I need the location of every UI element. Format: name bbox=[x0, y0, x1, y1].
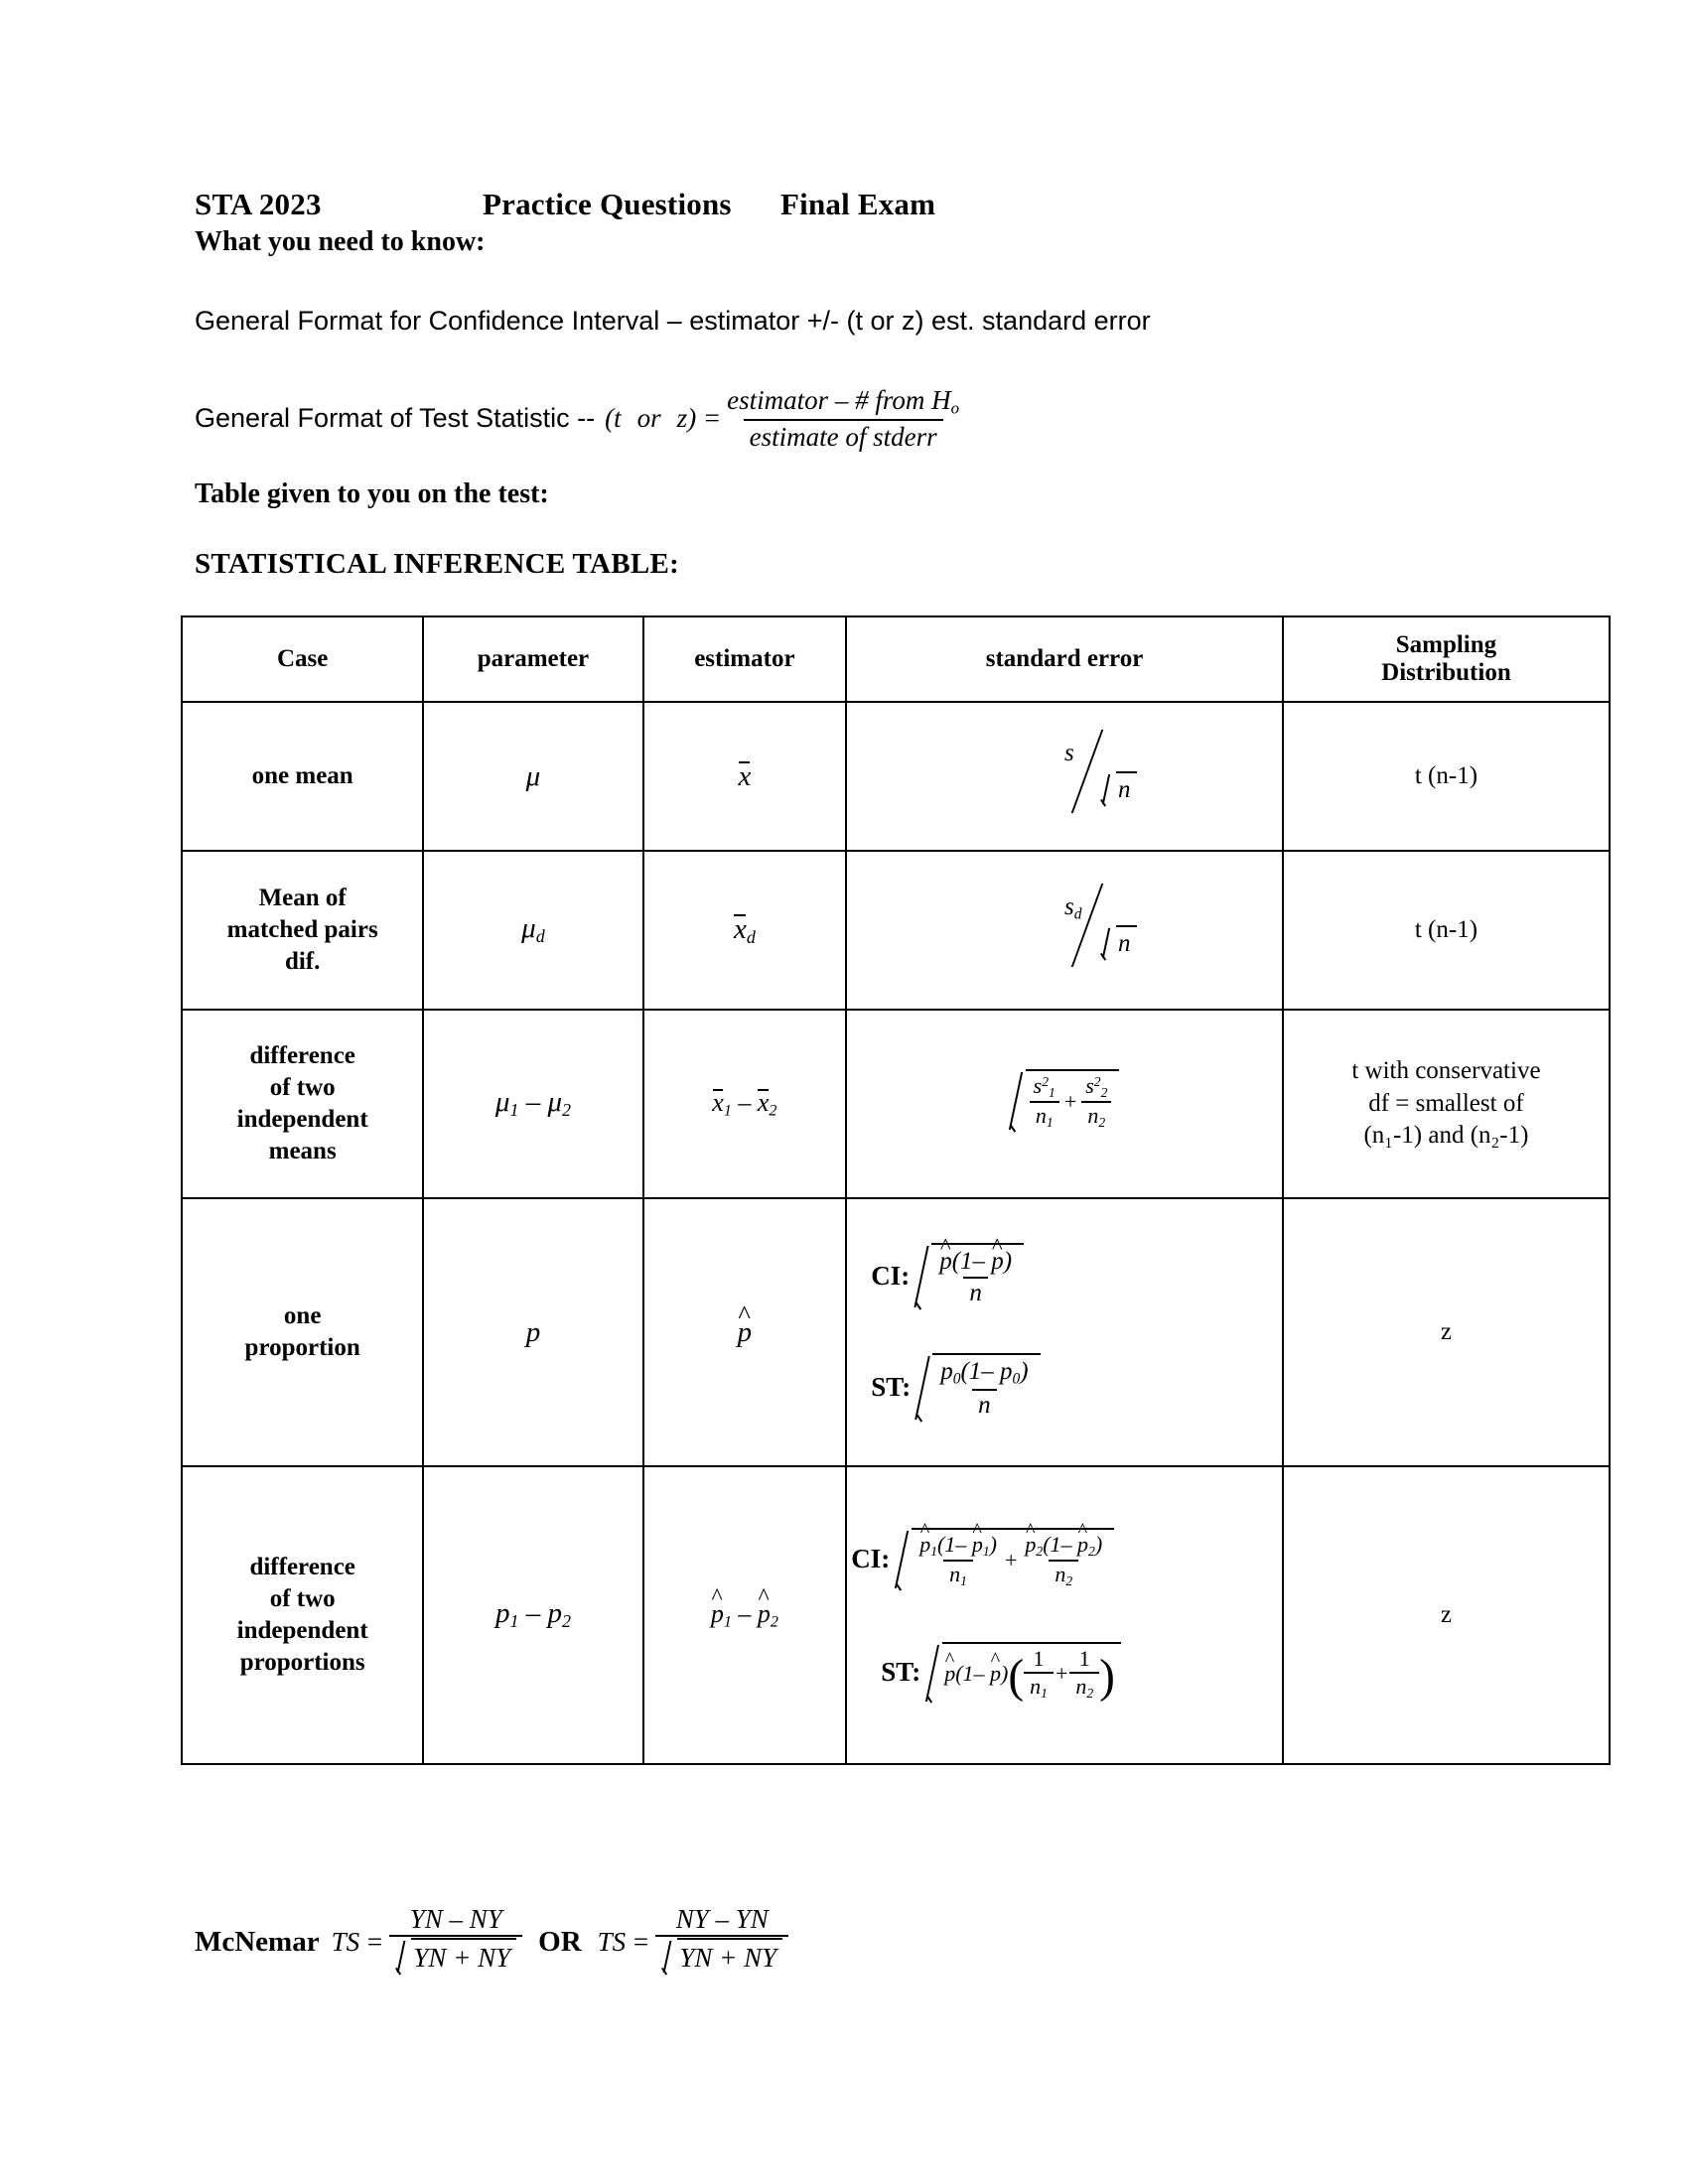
plus-sign: + bbox=[1055, 1661, 1068, 1687]
mu-subscript: d bbox=[535, 926, 545, 947]
case-line: one bbox=[283, 1302, 322, 1329]
row-se-pooled-variance bbox=[846, 1010, 1283, 1198]
table-row bbox=[182, 1466, 1610, 1764]
xbar2-subscript: 2 bbox=[769, 1102, 777, 1120]
row-estimator-phat bbox=[643, 1198, 847, 1466]
mcnemar-numerator-1: YN – NY bbox=[409, 1904, 502, 1934]
variance-term-2 bbox=[1079, 1074, 1113, 1130]
variance-term-1 bbox=[1028, 1074, 1061, 1130]
mcnemar-radicand-2: YN + NY bbox=[679, 1943, 777, 1974]
plus-sign: + bbox=[1063, 1089, 1077, 1114]
statistical-inference-table bbox=[181, 615, 1611, 1765]
column-header-estimator: estimator bbox=[643, 616, 847, 702]
one-numerator-2: 1 bbox=[1078, 1645, 1090, 1671]
mcnemar-or: OR bbox=[538, 1926, 582, 1959]
ts-numerator-subscript: o bbox=[950, 398, 960, 418]
row-estimator-xbar-d bbox=[643, 851, 847, 1010]
radical bbox=[1010, 1069, 1120, 1132]
st-fraction bbox=[934, 1358, 1034, 1420]
table-row bbox=[182, 702, 1610, 851]
s1-symbol: s bbox=[1033, 1072, 1043, 1098]
dist-line: (n₁-1) and (n₂-1) bbox=[1363, 1122, 1529, 1150]
ci-tag: CI: bbox=[851, 1543, 891, 1573]
mcnemar-eq-1: = bbox=[365, 1927, 384, 1958]
dist-line: df = smallest of bbox=[1368, 1089, 1524, 1117]
subtitle: What you need to know: bbox=[195, 226, 486, 257]
row-parameter-p1-minus-p2 bbox=[423, 1466, 642, 1764]
minus-sign: – bbox=[738, 1088, 752, 1118]
sampling-label-line2: Distribution bbox=[1381, 659, 1511, 686]
column-header-parameter: parameter bbox=[423, 616, 642, 702]
one-numerator-1: 1 bbox=[1033, 1645, 1045, 1671]
mcnemar-numerator-2: NY – YN bbox=[675, 1904, 769, 1934]
se-numerator: s bbox=[1064, 739, 1074, 766]
mu2-subscript: 2 bbox=[562, 1100, 571, 1121]
case-line: of two bbox=[269, 1074, 336, 1101]
n1-symbol: n bbox=[1035, 1103, 1047, 1128]
se-denominator bbox=[1100, 925, 1137, 967]
row-distribution-z: z bbox=[1283, 1198, 1610, 1466]
st-formula bbox=[851, 1642, 1121, 1704]
mcnemar-ts-2: TS bbox=[597, 1927, 627, 1958]
row-case-one-mean: one mean bbox=[182, 702, 423, 851]
st-formula bbox=[871, 1353, 1040, 1422]
ci-term-1 bbox=[914, 1533, 1003, 1588]
p2-symbol: p bbox=[547, 1597, 562, 1630]
s-symbol: s bbox=[1064, 892, 1074, 920]
p2-subscript: 2 bbox=[561, 1611, 571, 1632]
phat1-symbol: p bbox=[710, 1598, 724, 1628]
mcnemar-fraction-1 bbox=[389, 1904, 522, 1981]
case-line: proportion bbox=[244, 1334, 360, 1361]
case-line: independent bbox=[236, 1106, 368, 1133]
s2-symbol: s bbox=[1085, 1072, 1094, 1098]
ts-format-lead: General Format of Test Statistic -- bbox=[195, 403, 596, 434]
ci-formula bbox=[851, 1528, 1114, 1590]
row-distribution-z: z bbox=[1283, 1466, 1610, 1764]
row-distribution-t: t (n-1) bbox=[1283, 702, 1610, 851]
mcnemar-eq-2: = bbox=[632, 1927, 650, 1958]
minus-sign: – bbox=[525, 1086, 541, 1119]
se-formula-stack bbox=[851, 1528, 1278, 1704]
s1-squared bbox=[1028, 1074, 1061, 1101]
n2-symbol: n bbox=[1087, 1103, 1099, 1128]
phat-symbol: p bbox=[737, 1315, 753, 1348]
table-row bbox=[182, 1198, 1610, 1466]
radicand: n bbox=[1118, 775, 1131, 803]
n2-term bbox=[1081, 1101, 1111, 1130]
row-distribution-conservative-df bbox=[1283, 1010, 1610, 1198]
xbar2-symbol: x bbox=[757, 1088, 770, 1118]
st-tag: ST: bbox=[871, 1372, 912, 1402]
column-header-case: Case bbox=[182, 616, 423, 702]
page-title bbox=[195, 187, 1436, 222]
ci-denominator-1: $n_1$ bbox=[943, 1560, 973, 1588]
table-row bbox=[182, 851, 1610, 1010]
ci-term-2 bbox=[1019, 1533, 1108, 1588]
ts-or: or bbox=[636, 403, 661, 434]
p1-symbol: p bbox=[494, 1597, 510, 1630]
mu-symbol: μ bbox=[521, 912, 536, 945]
s-subscript: d bbox=[1073, 904, 1082, 922]
ts-numerator bbox=[721, 385, 965, 419]
ci-formula bbox=[871, 1243, 1024, 1309]
ci-denominator-2: $n_2$ bbox=[1049, 1560, 1078, 1588]
mcnemar-radicand-1: YN + NY bbox=[413, 1943, 511, 1974]
mcnemar-denominator-2 bbox=[655, 1935, 788, 1980]
ci-numerator-1: ^ $p_1(1-$ ^ $p_1$) bbox=[914, 1533, 1003, 1560]
row-case-one-proportion bbox=[182, 1198, 423, 1466]
row-estimator-xbar bbox=[643, 702, 847, 851]
ci-tag: CI: bbox=[871, 1261, 911, 1292]
ci-denominator: n bbox=[963, 1277, 988, 1307]
phat1-subscript: 1 bbox=[723, 1613, 732, 1631]
inference-table-heading: STATISTICAL INFERENCE TABLE: bbox=[195, 548, 680, 580]
xbar-symbol: x bbox=[733, 912, 747, 945]
radicand: n bbox=[1118, 929, 1131, 957]
row-estimator-phat1-minus-phat2 bbox=[643, 1466, 847, 1764]
sampling-label-line1: Sampling bbox=[1395, 631, 1497, 658]
st-numerator: $p_0(1-$ $p_0$) bbox=[940, 1358, 1029, 1388]
exam-name: Final Exam bbox=[780, 187, 936, 221]
p1-subscript: 1 bbox=[509, 1611, 519, 1632]
test-statistic-format-line bbox=[195, 385, 965, 453]
s1-exponent: 2 bbox=[1042, 1074, 1049, 1090]
st-term-1 bbox=[1024, 1647, 1054, 1702]
row-case-diff-two-means bbox=[182, 1010, 423, 1198]
doc-type: Practice Questions bbox=[483, 187, 732, 221]
radical: ^ p(1– ^ p) ( $\frac{1}{n_1}$ + $\frac{1}{n_2}$ ) bbox=[926, 1642, 1121, 1704]
case-line: difference bbox=[249, 1554, 355, 1580]
s2-exponent: 2 bbox=[1093, 1074, 1101, 1090]
st-tag: ST: bbox=[881, 1657, 921, 1688]
ci-numerator: ^ p(1– ^ p) bbox=[933, 1248, 1018, 1277]
s1-subscript: 1 bbox=[1049, 1084, 1055, 1100]
n1-denominator: $n_1$ bbox=[1024, 1672, 1054, 1701]
radical bbox=[896, 1528, 1114, 1590]
case-line: proportions bbox=[239, 1649, 365, 1676]
row-parameter-mu-d bbox=[423, 851, 642, 1010]
st-term-2 bbox=[1069, 1647, 1099, 1702]
case-line: independent bbox=[236, 1617, 368, 1644]
minus-sign: – bbox=[525, 1597, 541, 1630]
row-se-s-over-sqrt-n bbox=[846, 702, 1283, 851]
st-denominator: n bbox=[972, 1389, 997, 1420]
mcnemar-denominator-1 bbox=[389, 1935, 522, 1980]
ts-fraction bbox=[721, 385, 965, 453]
ts-denominator: estimate of stderr bbox=[744, 419, 943, 452]
ci-numerator-2: ^ $p_2(1-$ ^ $p_2$) bbox=[1019, 1533, 1108, 1560]
mu2-symbol: μ bbox=[547, 1086, 563, 1119]
table-row bbox=[182, 1010, 1610, 1198]
se-formula-stack bbox=[851, 1243, 1278, 1422]
ts-formula bbox=[605, 385, 965, 453]
case-line: Mean of bbox=[258, 885, 347, 911]
row-parameter-p: p bbox=[423, 1198, 642, 1466]
se-denominator bbox=[1100, 771, 1137, 813]
row-parameter-mu: μ bbox=[423, 702, 642, 851]
plus-sign: + bbox=[1004, 1547, 1018, 1572]
row-estimator-xbar1-minus-xbar2 bbox=[643, 1010, 847, 1198]
radical bbox=[661, 1938, 782, 1975]
mu1-subscript: 1 bbox=[509, 1100, 519, 1121]
row-se-two-proportions bbox=[846, 1466, 1283, 1764]
n2-denominator: $n_2$ bbox=[1069, 1672, 1099, 1701]
minus-sign: – bbox=[738, 1598, 752, 1628]
ts-close-eq: ) = bbox=[687, 403, 722, 434]
case-line: means bbox=[268, 1138, 337, 1164]
ci-fraction bbox=[933, 1248, 1018, 1307]
ci-format-line: General Format for Confidence Interval – estimator +/- (t or z) est. standard error bbox=[195, 306, 1151, 336]
phat2-subscript: 2 bbox=[770, 1613, 778, 1631]
row-se-sd-over-sqrt-n bbox=[846, 851, 1283, 1010]
mu1-symbol: μ bbox=[494, 1086, 510, 1119]
table-given-heading: Table given to you on the test: bbox=[195, 478, 549, 509]
row-case-matched-pairs bbox=[182, 851, 423, 1010]
column-header-standard-error: standard error bbox=[846, 616, 1283, 702]
s2-squared bbox=[1079, 1074, 1113, 1101]
radical bbox=[1100, 771, 1137, 806]
mcnemar-label: McNemar bbox=[195, 1926, 320, 1959]
mcnemar-fraction-2 bbox=[655, 1904, 788, 1981]
ts-open-paren: ( bbox=[605, 403, 615, 434]
column-header-sampling-distribution bbox=[1283, 616, 1610, 702]
n1-subscript: 1 bbox=[1046, 1114, 1054, 1130]
radical bbox=[395, 1938, 516, 1975]
xbar1-symbol: x bbox=[712, 1088, 724, 1118]
row-case-diff-two-proportions bbox=[182, 1466, 423, 1764]
row-distribution-t: t (n-1) bbox=[1283, 851, 1610, 1010]
ts-variable-z: z bbox=[676, 403, 688, 434]
radical bbox=[916, 1353, 1040, 1422]
dist-line: t with conservative bbox=[1351, 1057, 1541, 1085]
fraction-slash bbox=[1071, 730, 1104, 813]
mcnemar-ts-1: TS bbox=[331, 1927, 360, 1958]
row-parameter-mu1-minus-mu2 bbox=[423, 1010, 642, 1198]
phat2-symbol: p bbox=[757, 1598, 771, 1628]
table-header-row bbox=[182, 616, 1610, 702]
case-line: difference bbox=[249, 1042, 355, 1069]
pooled-phat: ^ p(1– ^ p) bbox=[944, 1661, 1008, 1687]
n1-term bbox=[1030, 1101, 1059, 1130]
radical bbox=[915, 1243, 1024, 1309]
xbar-subscript: d bbox=[746, 927, 756, 948]
case-line: of two bbox=[269, 1585, 336, 1612]
case-line: dif. bbox=[284, 948, 321, 975]
ts-variable-t: t bbox=[614, 403, 622, 434]
ts-numerator-text: estimator – # from H bbox=[727, 385, 951, 415]
radical bbox=[1100, 925, 1137, 960]
case-line: matched pairs bbox=[226, 916, 378, 943]
row-se-one-proportion bbox=[846, 1198, 1283, 1466]
xbar1-subscript: 1 bbox=[723, 1102, 732, 1120]
s2-subscript: 2 bbox=[1100, 1084, 1108, 1100]
n2-subscript: 2 bbox=[1098, 1114, 1106, 1130]
course-code: STA 2023 bbox=[195, 187, 322, 221]
se-numerator bbox=[1064, 893, 1081, 923]
xbar-symbol: x bbox=[738, 760, 752, 792]
mcnemar-formula bbox=[195, 1904, 788, 1981]
